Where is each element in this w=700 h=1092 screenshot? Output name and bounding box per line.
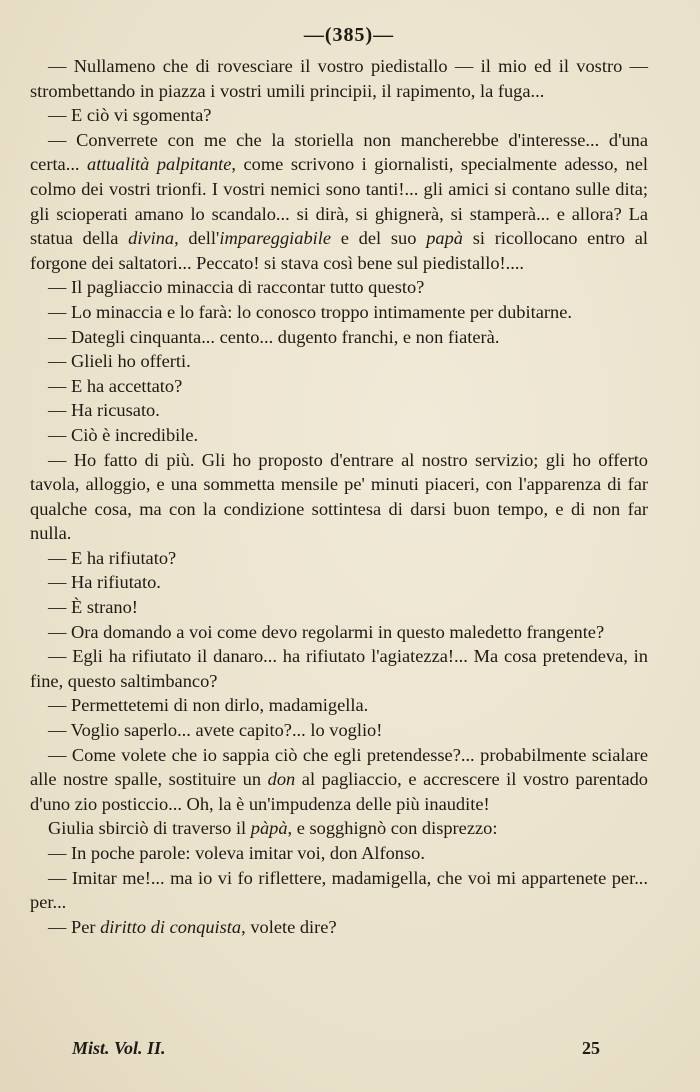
text-run: — E ciò vi sgomenta? [48, 105, 212, 126]
text-run: — Ha rifiutato. [48, 572, 161, 593]
text-run: — Ciò è incredibile. [48, 424, 199, 445]
page-footer [72, 1038, 648, 1059]
text-run: al pagliaccio, e accrescere il vostro parentado d'uno zio posticcio... Oh, la è un'impudenza delle più inaudite! [30, 769, 648, 814]
paragraph [30, 816, 648, 841]
paragraph [30, 570, 648, 595]
italic-run: attualità palpitante [87, 154, 232, 175]
text-run: — Ho fatto di più. Gli ho proposto d'entrare al nostro servizio; gli ho offerto tavola, alloggio, e una sommetta mensile pe' minuti piaceri, con l'apparenza di far qualche cosa, ma con la condizione sottintesa di darsi buon tempo, e di non far nulla. [30, 449, 648, 544]
text-run: — Converrete con me che la storiella non mancherebbe d'interesse... d'una certa... [30, 129, 648, 175]
paragraph [30, 300, 648, 325]
paragraph [30, 841, 648, 866]
text-run: — È strano! [48, 597, 138, 618]
paragraph [30, 423, 648, 448]
paragraph [30, 374, 648, 399]
text-run: , dell' [174, 228, 220, 249]
italic-run: papà [426, 228, 463, 249]
paragraph [30, 128, 648, 276]
text-run: — Il pagliaccio minaccia di raccontar tutto questo? [48, 277, 425, 298]
text-run: e del suo [331, 228, 427, 249]
text-run: — Dategli cinquanta... cento... dugento franchi, e non fiaterà. [48, 326, 500, 347]
body-text [30, 54, 648, 939]
page-number: —(385)— [303, 24, 395, 46]
paragraph [30, 349, 648, 374]
text-run: — Come volete che io sappia ciò che egli pretendesse?... probabilmente scialare alle nostre spalle, sostituire un [30, 744, 648, 790]
paragraph [30, 866, 648, 915]
paragraph [30, 718, 648, 743]
text-run: — In poche parole: voleva imitar voi, don Alfonso. [48, 843, 425, 863]
italic-run: pàpà [250, 818, 288, 839]
text-run: — Glieli ho offerti. [48, 351, 191, 372]
text-run: , come scrivono i giornalisti, specialmente adesso, nel colmo dei vostri trionfi. I vostri nemici sono tanti!... gli amici si contano sulle dita; gli scioperati amano lo scandalo... si dirà, si ghignerà, si stamperà... e allora? La statua della [30, 154, 648, 249]
paragraph [30, 448, 648, 546]
paragraph [30, 620, 648, 645]
text-run: Giulia sbirciò di traverso il [48, 818, 251, 839]
italic-run: don [267, 769, 296, 790]
paragraph [30, 915, 648, 940]
paragraph [30, 325, 648, 350]
text-run: — Voglio saperlo... avete capito?... lo voglio! [48, 720, 383, 741]
signature-mark: Mist. Vol. II. [72, 1038, 166, 1058]
text-run: — Lo minaccia e lo farà: lo conosco troppo intimamente per dubitarne. [48, 301, 572, 322]
paragraph [30, 644, 648, 693]
text-run: si ricollocano entro al forgone dei saltatori... Peccato! si stava così bene sul piedistallo!.... [30, 228, 648, 273]
italic-run: diritto di conquista [100, 916, 242, 937]
paragraph [30, 546, 648, 571]
folio-number: 25 [582, 1038, 600, 1058]
paragraph [30, 595, 648, 620]
text-run: — Permettetemi di non dirlo, madamigella. [48, 695, 369, 716]
text-run: — Per [48, 916, 101, 937]
text-run: — Nullameno che di rovesciare il vostro piedistallo — il mio ed il vostro — strombettando in piazza i vostri umili principii, il rapimento, la fuga... [30, 56, 648, 101]
paragraph [30, 693, 648, 718]
italic-run: divina [128, 228, 175, 249]
paragraph [30, 54, 648, 103]
paragraph [30, 743, 648, 817]
paragraph [30, 103, 648, 128]
text-run: , e sogghignò con disprezzo: [287, 818, 498, 839]
text-run: — E ha rifiutato? [48, 547, 177, 568]
text-run: — Imitar me!... ma io vi fo riflettere, madamigella, che voi mi appartenete per... per... [30, 867, 648, 913]
text-run: — Egli ha rifiutato il danaro... ha rifiutato l'agiatezza!... Ma cosa pretendeva, in fine, questo saltimbanco? [30, 646, 648, 691]
text-run: — Ha ricusato. [48, 400, 160, 421]
italic-run: impareggiabile [219, 228, 332, 249]
text-run: — Ora domando a voi come devo regolarmi in questo maledetto frangente? [48, 621, 605, 642]
text-run: , volete dire? [241, 916, 337, 937]
paragraph [30, 398, 648, 423]
paragraph [30, 275, 648, 300]
text-run: — E ha accettato? [48, 375, 183, 396]
